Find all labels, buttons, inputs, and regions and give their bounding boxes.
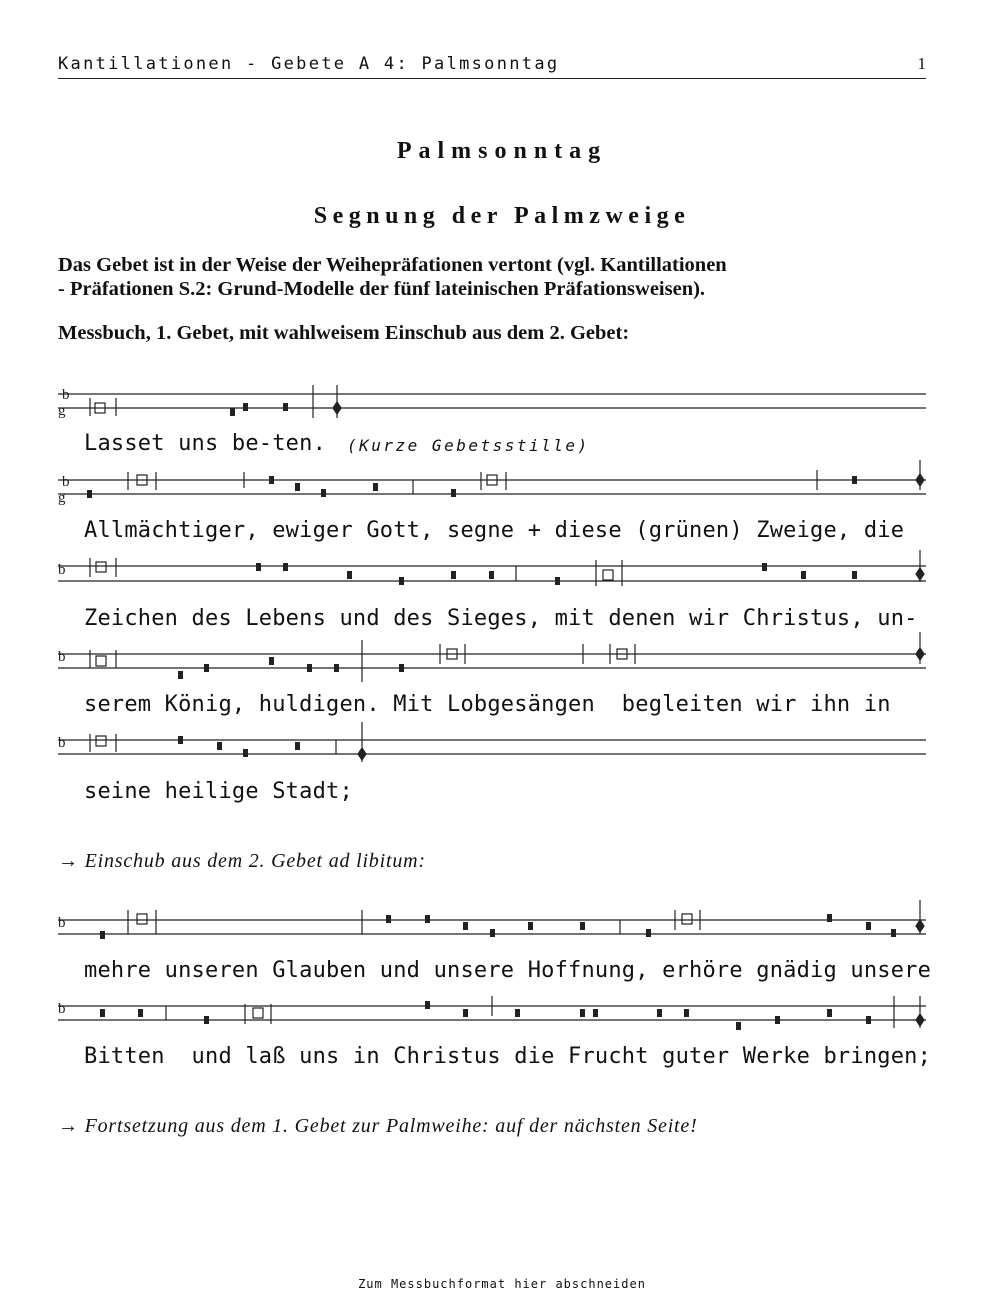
lyric-line-3: Zeichen des Lebens und des Sieges, mit denen wir Christus, un- [84,606,918,631]
header-title: Kantillationen - Gebete A 4: Palmsonntag [58,54,560,74]
messbuch-heading: Messbuch, 1. Gebet, mit wahlweisem Einschub aus dem 2. Gebet: [58,322,630,344]
einschub-note: → Einschub aus dem 2. Gebet ad libitum: [58,850,426,872]
g-clef: g [58,403,66,419]
cut-line-footer: Zum Messbuchformat hier abschneiden [358,1277,646,1291]
page-number: 1 [917,54,926,73]
flat-clef: b [62,474,70,490]
intro-paragraph [58,253,938,301]
lyric-line-2: Allmächtiger, ewiger Gott, segne + diese (grünen) Zweige, die [84,518,905,543]
lyric-line-1: Lasset uns be-ten. [84,431,327,456]
flat-clef: b [58,915,66,931]
lyric-line-6: mehre unseren Glauben und unsere Hoffnung, erhöre gnädig unsere [84,958,932,983]
page-title: Palmsonntag [396,138,608,164]
g-clef: g [58,490,66,506]
flat-clef: b [58,649,66,665]
flat-clef: b [58,735,66,751]
lyric-note-pause: (Kurze Gebetsstille) [347,436,590,455]
intro-line-2: - Präfationen S.2: Grund-Modelle der fünf lateinischen Präfationsweisen). [58,278,706,300]
lyric-line-7: Bitten und laß uns in Christus die Frucht guter Werke bringen; [84,1044,932,1069]
intro-line-1: Das Gebet ist in der Weise der Weihepräfationen vertont (vgl. Kantillationen [58,254,727,276]
running-header [58,52,926,79]
section-subtitle: Segnung der Palmzweige [313,203,691,229]
lyric-line-4: serem König, huldigen. Mit Lobgesängen begleiten wir ihn in [84,692,891,717]
fortsetzung-note: → Fortsetzung aus dem 1. Gebet zur Palmweihe: auf der nächsten Seite! [58,1115,698,1137]
flat-clef: b [62,387,70,403]
flat-clef: b [58,1001,66,1017]
flat-clef: b [58,562,66,578]
lyric-line-5: seine heilige Stadt; [84,779,353,804]
